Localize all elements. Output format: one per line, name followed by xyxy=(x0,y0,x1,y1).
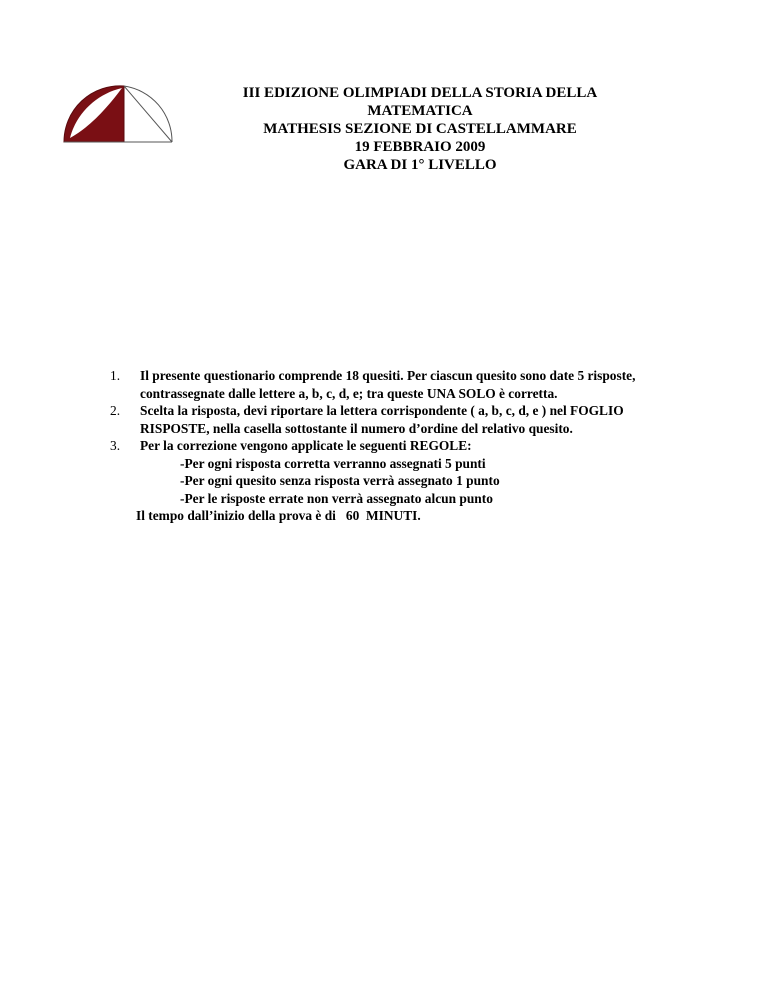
rule-number: 2. xyxy=(110,403,121,418)
rule-number: 3. xyxy=(110,438,121,453)
document-header xyxy=(190,84,650,174)
rules-list xyxy=(110,367,670,525)
rule-number: 1. xyxy=(110,368,121,383)
rule-text: Per la correzione vengono applicate le seguenti REGOLE: xyxy=(140,438,472,453)
header-title-line-1: III EDIZIONE OLIMPIADI DELLA STORIA DELLA xyxy=(242,85,598,101)
scoring-rule-correct: -Per ogni risposta corretta verranno assegnati 5 punti xyxy=(180,455,486,471)
rule-item-3 xyxy=(110,437,670,455)
rule-text: Scelta la risposta, devi riportare la lettera corrispondente ( a, b, c, d, e ) nel FOGLIO RISPOSTE, nella casella sottostante il numero d’ordine del relativo quesito. xyxy=(140,403,624,436)
scoring-rule-blank: -Per ogni quesito senza risposta verrà assegnato 1 punto xyxy=(180,473,500,488)
header-organizer: MATHESIS SEZIONE DI CASTELLAMMARE xyxy=(263,121,577,137)
rule-item-2 xyxy=(110,402,670,437)
header-title-line-2: MATEMATICA xyxy=(367,103,473,119)
scoring-rule-wrong: -Per le risposte errate non verrà assegnato alcun punto xyxy=(180,490,493,506)
rule-text: Il presente questionario comprende 18 quesiti. Per ciascun quesito sono date 5 risposte, contrassegnate dalle lettere a, b, c, d, e; tra queste UNA SOLO è corretta. xyxy=(140,368,636,401)
semicircle-geometry-logo-icon xyxy=(58,80,176,146)
rule-item-1 xyxy=(110,367,670,402)
header-level: GARA DI 1° LIVELLO xyxy=(343,157,497,173)
time-limit: Il tempo dall’inizio della prova è di 60 MINUTI. xyxy=(136,508,421,523)
header-date: 19 FEBBRAIO 2009 xyxy=(354,139,486,155)
